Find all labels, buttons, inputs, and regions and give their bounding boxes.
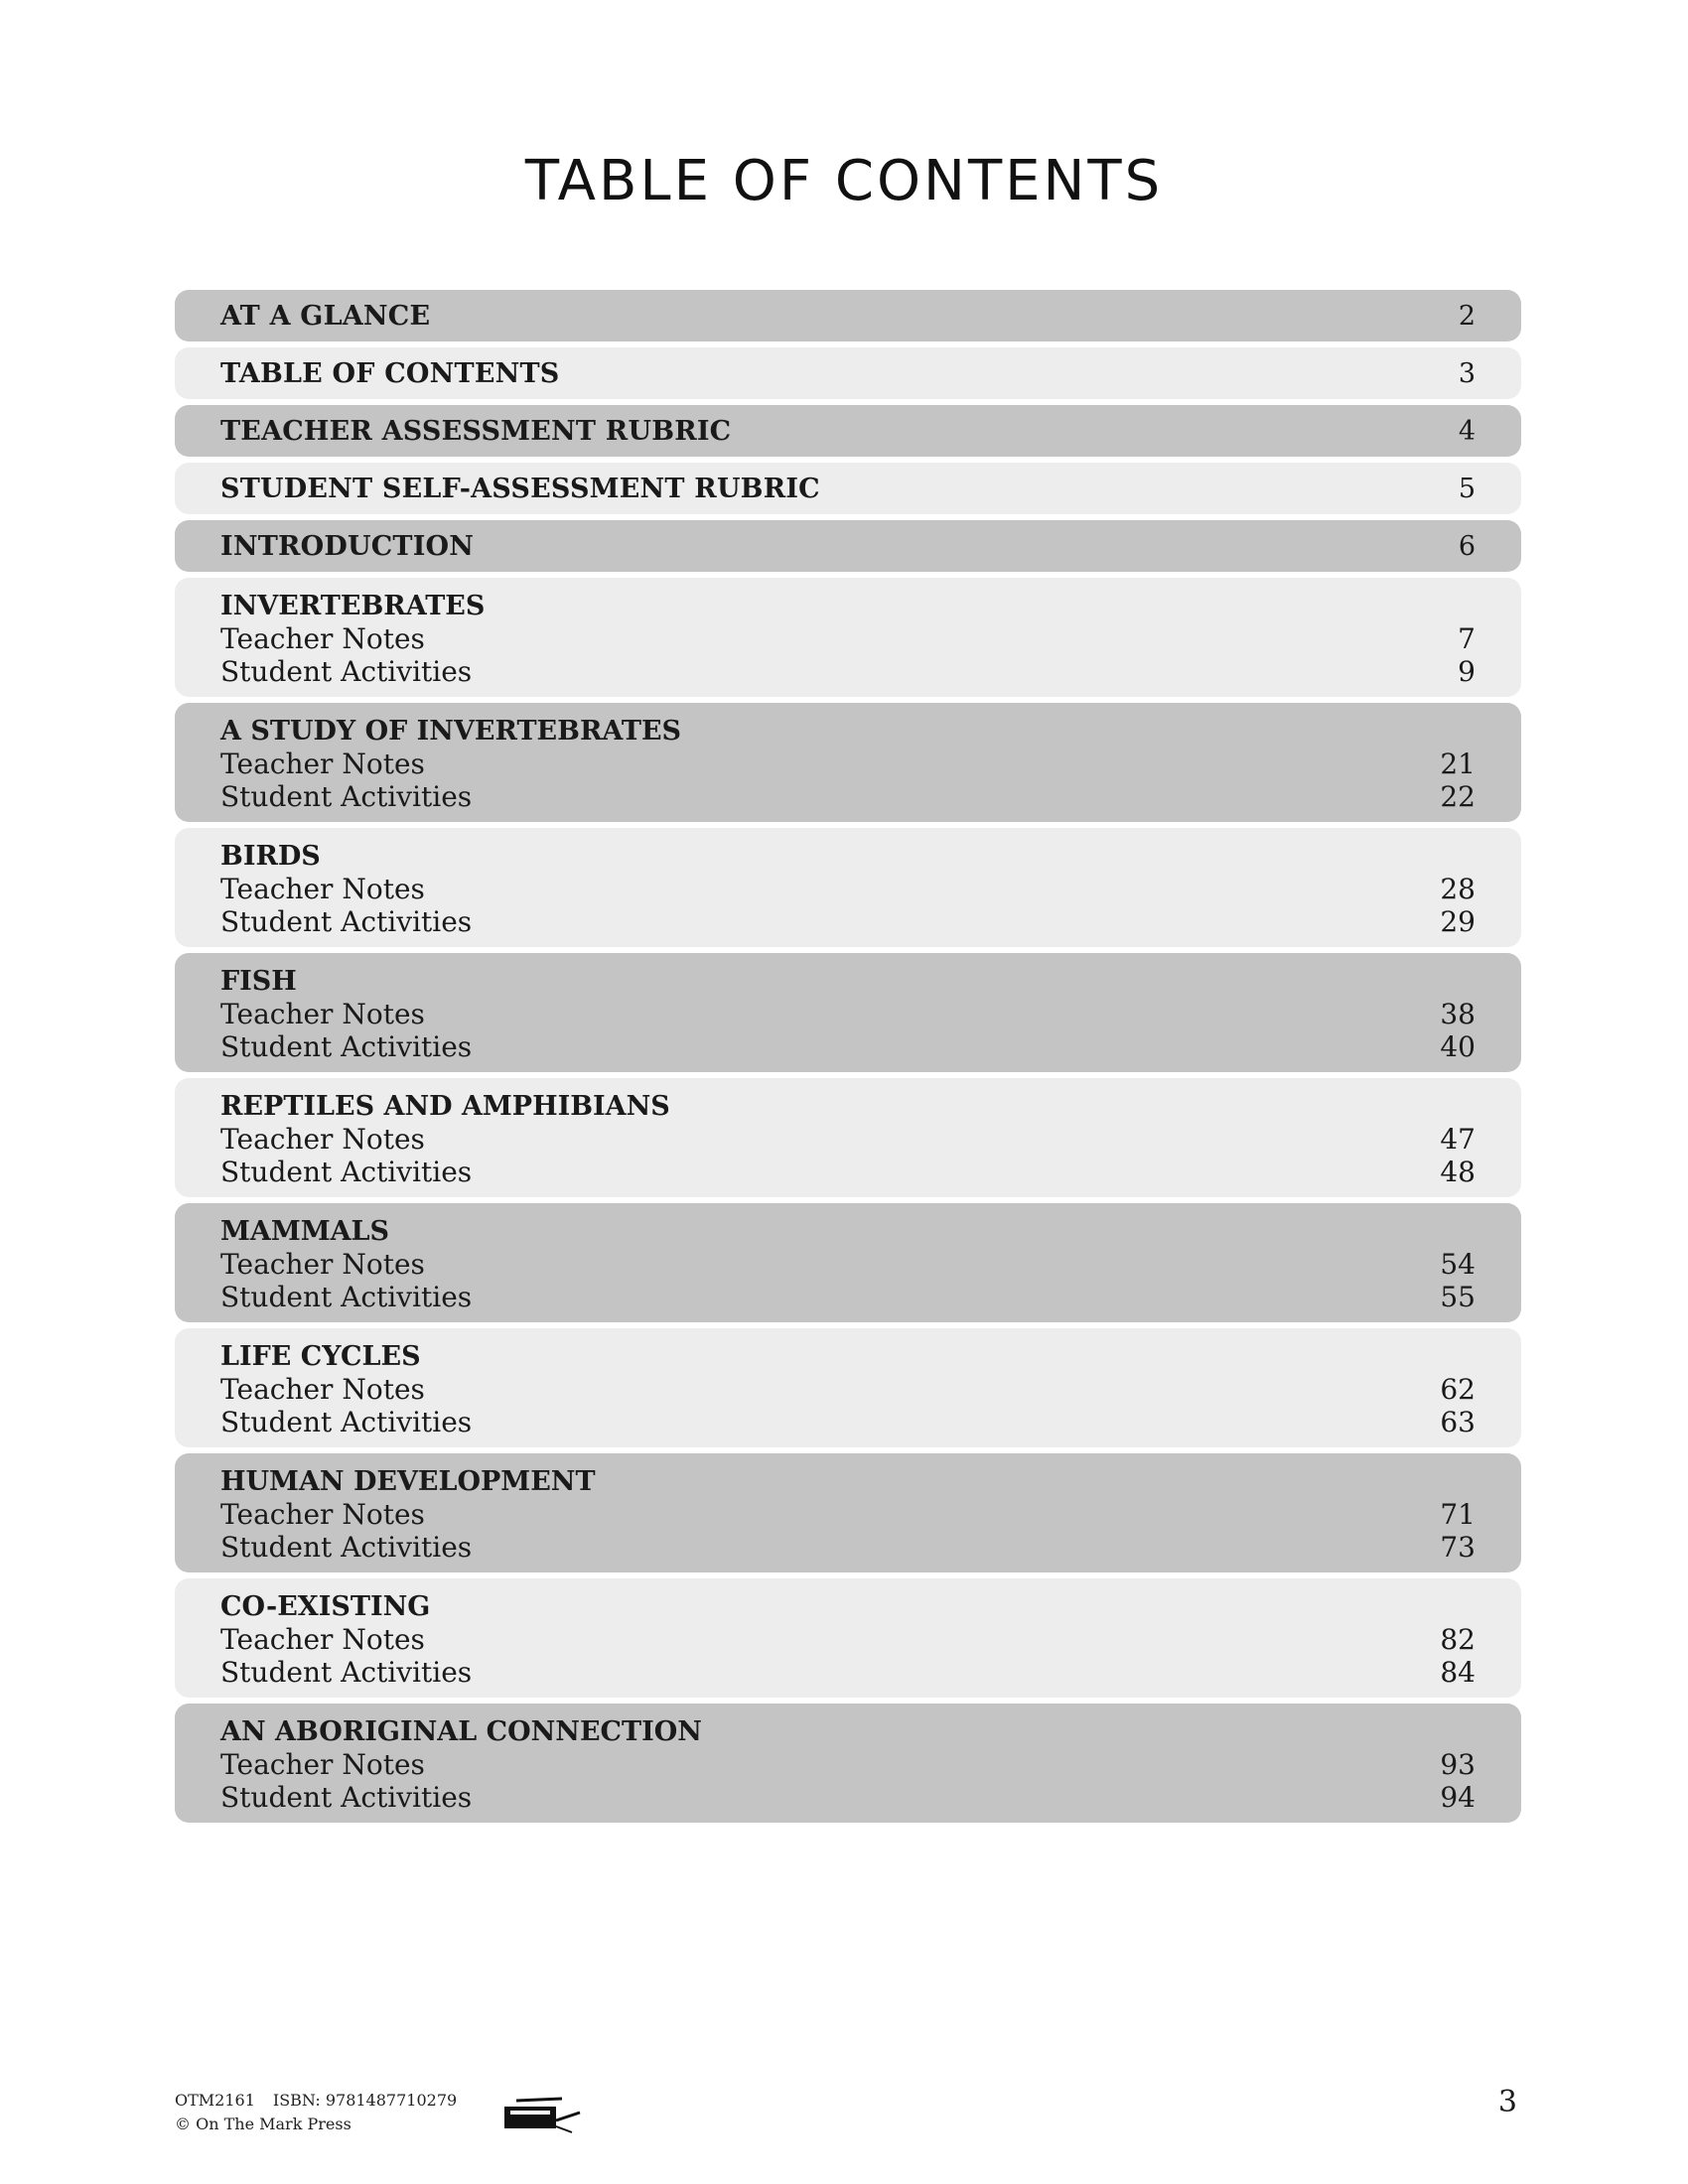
student-activities-page: 55 bbox=[1440, 1281, 1476, 1313]
toc-section-heading: AN ABORIGINAL CONNECTION bbox=[220, 1716, 702, 1747]
teacher-notes-label: Teacher Notes bbox=[220, 1123, 425, 1156]
toc-entry-heading: TABLE OF CONTENTS bbox=[220, 357, 560, 389]
student-activities-label: Student Activities bbox=[220, 655, 473, 688]
student-activities-label: Student Activities bbox=[220, 905, 473, 938]
toc-list bbox=[175, 290, 1521, 1829]
teacher-notes-line[interactable] bbox=[220, 1623, 1476, 1656]
toc-section-heading: REPTILES AND AMPHIBIANS bbox=[220, 1091, 670, 1122]
toc-section-heading: BIRDS bbox=[220, 841, 321, 872]
footer-info bbox=[175, 2089, 457, 2136]
student-activities-page: 29 bbox=[1440, 905, 1476, 938]
teacher-notes-line[interactable] bbox=[220, 1498, 1476, 1531]
toc-entry-page: 4 bbox=[1458, 415, 1476, 447]
teacher-notes-page: 54 bbox=[1440, 1248, 1476, 1281]
student-activities-line[interactable] bbox=[220, 1406, 1476, 1438]
toc-entry-page: 5 bbox=[1458, 473, 1476, 504]
teacher-notes-page: 93 bbox=[1440, 1748, 1476, 1781]
teacher-notes-label: Teacher Notes bbox=[220, 1248, 425, 1281]
toc-section-heading: LIFE CYCLES bbox=[220, 1341, 421, 1372]
student-activities-label: Student Activities bbox=[220, 1531, 473, 1564]
toc-section-heading: FISH bbox=[220, 966, 297, 997]
copyright: © On The Mark Press bbox=[175, 2115, 352, 2133]
teacher-notes-line[interactable] bbox=[220, 748, 1476, 780]
toc-entry-heading: AT A GLANCE bbox=[220, 300, 431, 332]
page-title: TABLE OF CONTENTS bbox=[524, 149, 1164, 213]
student-activities-page: 48 bbox=[1440, 1156, 1476, 1188]
toc-entry[interactable] bbox=[175, 520, 1521, 572]
teacher-notes-line[interactable] bbox=[220, 622, 1476, 655]
teacher-notes-line[interactable] bbox=[220, 998, 1476, 1030]
teacher-notes-page: 28 bbox=[1440, 873, 1476, 905]
toc-section[interactable] bbox=[175, 1453, 1521, 1572]
student-activities-label: Student Activities bbox=[220, 1781, 473, 1814]
product-code: OTM2161 bbox=[175, 2091, 255, 2110]
student-activities-line[interactable] bbox=[220, 1656, 1476, 1689]
teacher-notes-line[interactable] bbox=[220, 1748, 1476, 1781]
student-activities-label: Student Activities bbox=[220, 1156, 473, 1188]
student-activities-line[interactable] bbox=[220, 1156, 1476, 1188]
teacher-notes-label: Teacher Notes bbox=[220, 622, 425, 655]
teacher-notes-page: 82 bbox=[1440, 1623, 1476, 1656]
student-activities-page: 22 bbox=[1440, 780, 1476, 813]
student-activities-page: 84 bbox=[1440, 1656, 1476, 1689]
toc-section[interactable] bbox=[175, 1578, 1521, 1698]
toc-section[interactable] bbox=[175, 1328, 1521, 1447]
isbn: ISBN: 9781487710279 bbox=[272, 2091, 458, 2110]
teacher-notes-label: Teacher Notes bbox=[220, 748, 425, 780]
student-activities-page: 63 bbox=[1440, 1406, 1476, 1438]
toc-section-heading: A STUDY OF INVERTEBRATES bbox=[220, 716, 682, 747]
toc-section-heading: MAMMALS bbox=[220, 1216, 390, 1247]
student-activities-line[interactable] bbox=[220, 655, 1476, 688]
toc-entry-heading: INTRODUCTION bbox=[220, 530, 475, 562]
teacher-notes-page: 71 bbox=[1440, 1498, 1476, 1531]
toc-section-heading: INVERTEBRATES bbox=[220, 591, 486, 621]
toc-entry[interactable] bbox=[175, 290, 1521, 341]
toc-entry-page: 6 bbox=[1458, 530, 1476, 562]
page-number: 3 bbox=[1497, 2085, 1517, 2119]
toc-entry-heading: STUDENT SELF-ASSESSMENT RUBRIC bbox=[220, 473, 820, 504]
student-activities-label: Student Activities bbox=[220, 1656, 473, 1689]
teacher-notes-label: Teacher Notes bbox=[220, 998, 425, 1030]
toc-entry-heading: TEACHER ASSESSMENT RUBRIC bbox=[220, 415, 732, 447]
teacher-notes-label: Teacher Notes bbox=[220, 1498, 425, 1531]
student-activities-page: 9 bbox=[1458, 655, 1476, 688]
teacher-notes-page: 7 bbox=[1458, 622, 1476, 655]
student-activities-line[interactable] bbox=[220, 1030, 1476, 1063]
student-activities-label: Student Activities bbox=[220, 1030, 473, 1063]
student-activities-line[interactable] bbox=[220, 905, 1476, 938]
student-activities-page: 73 bbox=[1440, 1531, 1476, 1564]
toc-section[interactable] bbox=[175, 1704, 1521, 1823]
toc-section[interactable] bbox=[175, 1078, 1521, 1197]
toc-entry-page: 2 bbox=[1458, 300, 1476, 332]
toc-entry[interactable] bbox=[175, 347, 1521, 399]
student-activities-line[interactable] bbox=[220, 1281, 1476, 1313]
student-activities-label: Student Activities bbox=[220, 780, 473, 813]
teacher-notes-label: Teacher Notes bbox=[220, 1748, 425, 1781]
teacher-notes-line[interactable] bbox=[220, 1123, 1476, 1156]
toc-section-heading: HUMAN DEVELOPMENT bbox=[220, 1466, 596, 1497]
student-activities-label: Student Activities bbox=[220, 1406, 473, 1438]
teacher-notes-label: Teacher Notes bbox=[220, 873, 425, 905]
student-activities-line[interactable] bbox=[220, 1531, 1476, 1564]
footer-code-line bbox=[175, 2089, 457, 2113]
toc-section-heading: CO-EXISTING bbox=[220, 1591, 431, 1622]
toc-section[interactable] bbox=[175, 703, 1521, 822]
teacher-notes-line[interactable] bbox=[220, 873, 1476, 905]
student-activities-line[interactable] bbox=[220, 780, 1476, 813]
toc-entry-page: 3 bbox=[1458, 357, 1476, 389]
toc-section[interactable] bbox=[175, 1203, 1521, 1322]
teacher-notes-page: 38 bbox=[1440, 998, 1476, 1030]
toc-section[interactable] bbox=[175, 953, 1521, 1072]
student-activities-page: 94 bbox=[1440, 1781, 1476, 1814]
teacher-notes-label: Teacher Notes bbox=[220, 1623, 425, 1656]
publisher-logo-icon bbox=[502, 2095, 584, 2134]
teacher-notes-page: 47 bbox=[1440, 1123, 1476, 1156]
teacher-notes-label: Teacher Notes bbox=[220, 1373, 425, 1406]
toc-entry[interactable] bbox=[175, 405, 1521, 457]
student-activities-label: Student Activities bbox=[220, 1281, 473, 1313]
teacher-notes-page: 62 bbox=[1440, 1373, 1476, 1406]
teacher-notes-line[interactable] bbox=[220, 1373, 1476, 1406]
teacher-notes-page: 21 bbox=[1440, 748, 1476, 780]
teacher-notes-line[interactable] bbox=[220, 1248, 1476, 1281]
toc-section[interactable] bbox=[175, 578, 1521, 697]
student-activities-page: 40 bbox=[1440, 1030, 1476, 1063]
toc-entry[interactable] bbox=[175, 463, 1521, 514]
toc-section[interactable] bbox=[175, 828, 1521, 947]
student-activities-line[interactable] bbox=[220, 1781, 1476, 1814]
